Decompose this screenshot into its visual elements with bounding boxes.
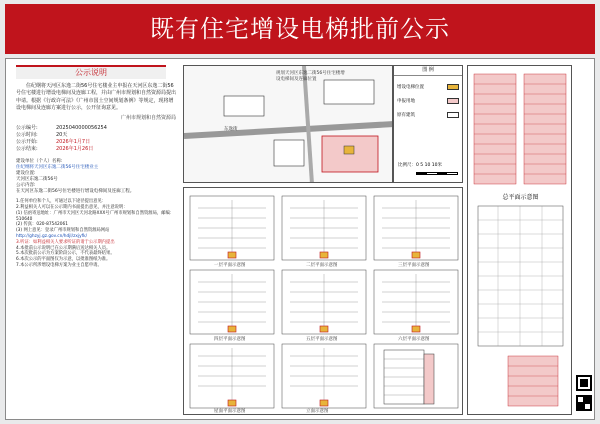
field-row: 公示时间: 20天 <box>16 132 68 139</box>
plan-caption: 四层平面示意图 <box>214 337 246 342</box>
field-row: 公示结束: 2026年1月26日 <box>16 146 94 153</box>
notice-list-item: 3.听证：如利益相关人要求听证的请于公示期内提出 <box>16 239 115 245</box>
plan-caption: 六层平面示意图 <box>398 337 430 342</box>
notice-signature: 广州市规划和自然资源局 <box>120 114 176 121</box>
notice-list <box>16 199 176 269</box>
plan-caption: 一层平面示意图 <box>214 263 246 268</box>
notice-list-item: (3) 网上意见：登录广州市规划和自然资源局网站 <box>16 228 110 234</box>
plan-caption: 五层平面示意图 <box>306 337 338 342</box>
legend-item: 原有建筑 <box>397 112 459 118</box>
plan-caption: 三层平面示意图 <box>398 263 430 268</box>
builder-label: 建设单位（个人）名称: <box>16 159 63 165</box>
field-row: 公示开始: 2026年1月7日 <box>16 139 91 146</box>
qr-icon <box>576 375 592 413</box>
content-value: 在天河区东逸二街56号住宅楼进行增设电梯间及连廊工程。 <box>16 189 135 195</box>
location-map <box>183 65 393 183</box>
floor-plans <box>183 187 463 415</box>
qr-code <box>576 375 592 413</box>
notice-list-item: 7.本公示所涉增设电梯方案为业主自愿申请。 <box>16 262 102 268</box>
builder-value: 住纪纲将天河区东逸二街56号住宅楼业主 <box>16 165 99 171</box>
site-plan-title: 总平面示意图 <box>502 194 539 201</box>
plan-caption: 二层平面示意图 <box>306 263 338 268</box>
legend-box <box>393 65 463 183</box>
notice-list-item: 6.本次公示的平面图仅为示意，以批准图纸为准。 <box>16 257 111 263</box>
notice-list-item: 4.本批前公示说明已在公示期满后送达相关人员。 <box>16 245 111 251</box>
notice-list-item: 1.任何单位和个人，可通过以下途径提出意见： <box>16 199 107 205</box>
site-plan-panel <box>467 65 572 415</box>
page-title: 既有住宅增设电梯批前公示 <box>5 4 595 54</box>
notice-list-item: (1) 信函寄送地址：广州市天河区天河北路XXX号广州市规划和自然资源局，邮编：510640 <box>16 210 175 222</box>
location-label: 建设位置: <box>16 171 36 177</box>
notice-column <box>16 65 176 405</box>
notice-list-item: (2) 传真：020-87542061 <box>16 222 68 228</box>
scale-bar <box>416 172 458 175</box>
legend-title: 图 例 <box>394 66 462 76</box>
plan-caption: 立面示意图 <box>306 409 329 414</box>
notice-list-item[interactable]: http://ghzyj.gz.gov.cn/hdjl/zxjyfk/ <box>16 234 88 239</box>
legend-item: 申报用地 <box>397 98 459 104</box>
plan-drawing <box>184 188 463 415</box>
road-label: 东逸街 <box>224 127 238 132</box>
map-label: 规划天河区东逸二街56号住宅楼增设电梯间及连廊位置 <box>276 71 345 82</box>
notice-heading: 公示说明 <box>16 65 166 79</box>
notice-paragraph: 住纪纲将天河区东逸二街56号住宅楼业主申报在天河区东逸二街56号住宅楼进行增设电梯间及连廊工程，并由广州市规划和自然资源局提出申请。根据《行政许可法》《广州市国土空间规划条例》等规定，现将增设电梯间及连廊方案进行公示，公开征询意见。 <box>16 83 177 112</box>
field-row: 公示编号: 2025040000056254 <box>16 125 107 132</box>
plan-caption: 屋面平面示意图 <box>214 409 246 414</box>
notice-sheet <box>5 58 595 420</box>
location-value: 天河区东逸二街56号 <box>16 177 58 183</box>
notice-list-item: 5.本次批前公示为方案阶段公示，不代表最终结果。 <box>16 251 115 257</box>
map-drawing <box>184 66 393 183</box>
site-plan-drawing <box>468 66 572 415</box>
content-label: 公示内容: <box>16 183 36 189</box>
notice-list-item: 2.利益相关人可以在公示期内书面提出意见，并注意说明： <box>16 205 128 211</box>
scale-label: 比例尺：0 5 10 10米 <box>398 163 442 168</box>
legend-item: 增设电梯位置 <box>397 84 459 90</box>
